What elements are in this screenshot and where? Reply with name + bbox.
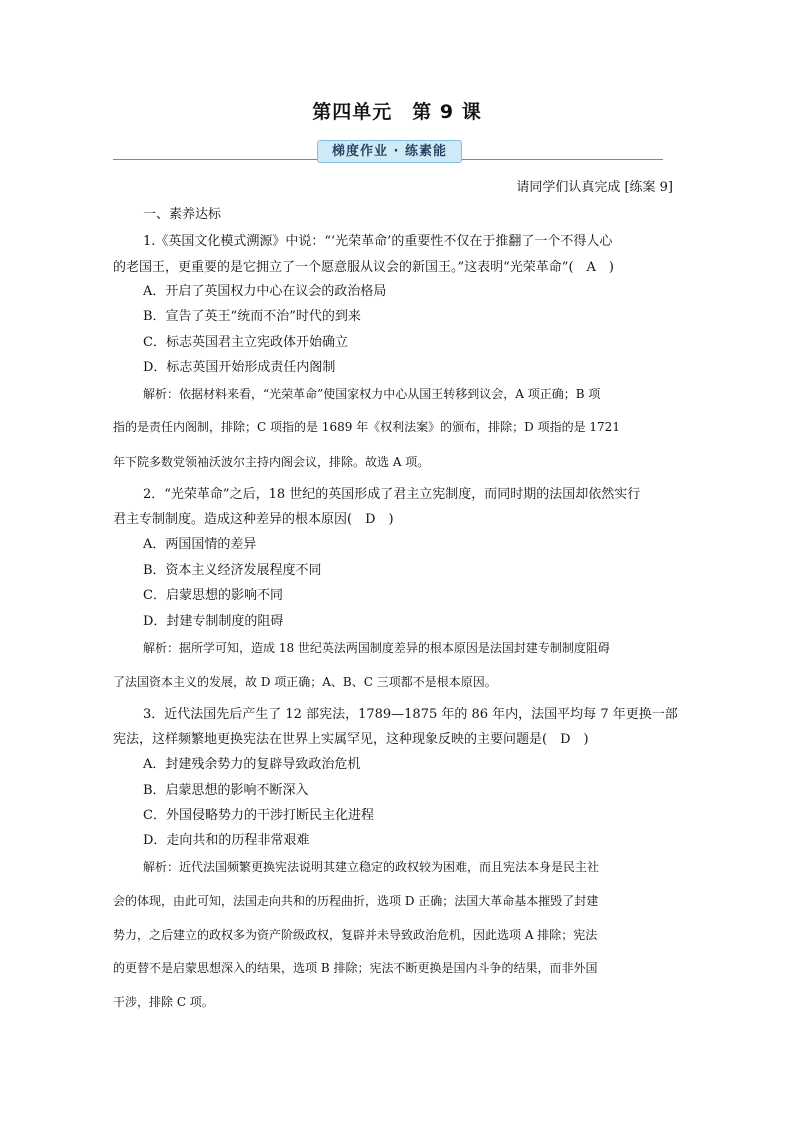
q3-analysis-line1: 解析：近代法国频繁更换宪法说明其建立稳定的政权较为困难，而且宪法本身是民主社: [143, 860, 600, 874]
q3-option-a: A．封建残余势力的复辟导致政治危机: [143, 757, 361, 772]
q2-option-d: D．封建专制制度的阻碍: [143, 614, 284, 629]
q1-analysis-line2: 指的是责任内阁制，排除；C 项指的是 1689 年《权利法案》的颁布，排除；D 项指的是 1721: [113, 420, 620, 434]
q2-option-c: C．启蒙思想的影响不同: [143, 588, 283, 603]
q2-analysis-line1: 解析：据所学可知，造成 18 世纪英法两国制度差异的根本原因是法国封建专制制度阻碍: [143, 641, 610, 655]
q3-stem-line1: 3．近代法国先后产生了 12 部宪法，1789—1875 年的 86 年内，法国平均每 7 年更换一部: [143, 707, 678, 722]
q3-analysis-line5: 干涉，排除 C 项。: [113, 995, 214, 1009]
q2-stem-line2: 君主专制制度。造成这种差异的根本原因( D ): [113, 512, 394, 527]
q3-stem-line2: 宪法，这样频繁地更换宪法在世界上实属罕见，这种现象反映的主要问题是( D ): [113, 732, 589, 747]
section-heading: 一、素养达标: [143, 207, 222, 222]
q3-analysis-line4: 的更替不是启蒙思想深入的结果，选项 B 排除；宪法不断更换是国内斗争的结果，而非外国: [113, 961, 598, 975]
q1-option-a: A．开启了英国权力中心在议会的政治格局: [143, 284, 387, 299]
q2-analysis-line2: 了法国资本主义的发展，故 D 项正确；A、B、C 三项都不是根本原因。: [113, 675, 497, 689]
q3-option-d: D．走向共和的历程非常艰难: [143, 833, 310, 848]
page-title: 第四单元 第 9 课: [312, 101, 482, 123]
q3-analysis-line3: 势力，之后建立的政权多为资产阶级政权，复辟并未导致政治危机，因此选项 A 排除；宪法: [113, 928, 598, 942]
q3-option-c: C．外国侵略势力的干涉打断民主化进程: [143, 808, 374, 823]
q1-stem-line1: 1.《英国文化模式溯源》中说：“‘光荣革命’的重要性不仅在于推翻了一个不得人心: [143, 234, 613, 249]
instruction-text: 请同学们认真完成 [练案 9]: [516, 180, 673, 195]
q2-stem-line1: 2．“光荣革命”之后，18 世纪的英国形成了君主立宪制度，而同时期的法国却依然实行: [143, 487, 641, 502]
q1-option-d: D．标志英国开始形成责任内阁制: [143, 360, 336, 375]
q1-option-c: C．标志英国君主立宪政体开始确立: [143, 335, 348, 350]
q2-option-a: A．两国国情的差异: [143, 537, 257, 552]
q1-analysis-line3: 年下院多数党领袖沃波尔主持内阁会议，排除。故选 A 项。: [113, 455, 430, 469]
q1-option-b: B．宣告了英王“统而不治”时代的到来: [143, 309, 361, 324]
q1-analysis-line1: 解析：依据材料来看，“光荣革命”使国家权力中心从国王转移到议会，A 项正确；B 项: [143, 387, 601, 401]
q3-option-b: B．启蒙思想的影响不断深入: [143, 783, 309, 798]
q2-option-b: B．资本主义经济发展程度不同: [143, 563, 322, 578]
section-badge: 梯度作业 · 练素能: [317, 140, 462, 163]
q3-analysis-line2: 会的体现，由此可知，法国走向共和的历程曲折，选项 D 正确；法国大革命基本摧毁了封建: [113, 894, 599, 908]
q1-stem-line2: 的老国王，更重要的是它拥立了一个愿意服从议会的新国王。”这表明“光荣革命”( A ): [113, 260, 614, 275]
